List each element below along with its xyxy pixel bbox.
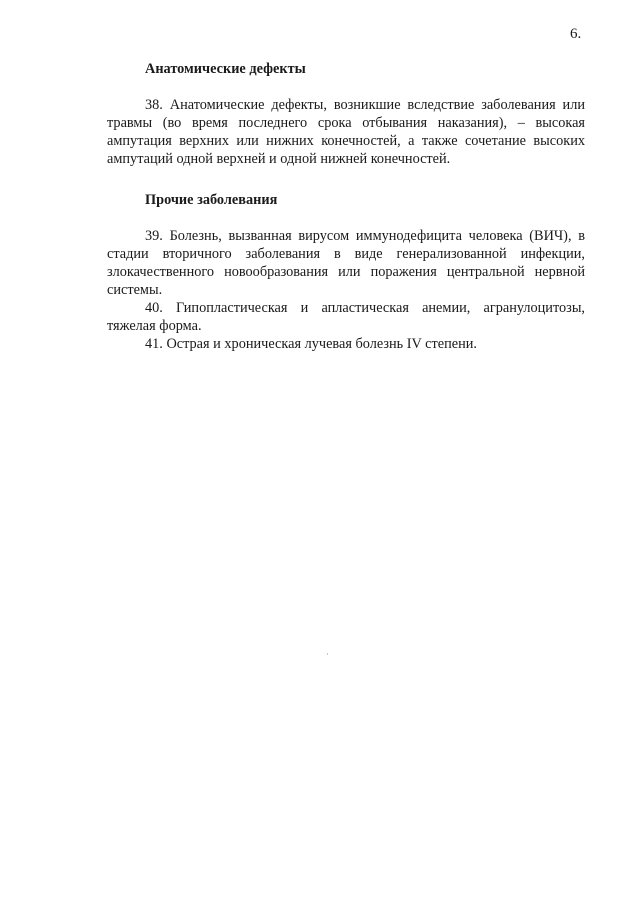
- item-40: 40. Гипопластическая и апластическая анемии, агранулоцитозы, тяжелая форма.: [107, 300, 585, 334]
- section-heading-anatomical-defects: Анатомические дефекты: [145, 61, 306, 77]
- scan-speck: [327, 653, 328, 655]
- item-38: 38. Анатомические дефекты, возникшие вследствие заболевания или травмы (во время последнего срока отбывания наказания), – высокая ампутация верхних или нижних конечностей, а также сочетание высоких ампутаций одной верхней и одной нижней конечностей.: [107, 97, 585, 167]
- section-heading-other-diseases: Прочие заболевания: [145, 192, 278, 208]
- page-number: 6.: [570, 26, 582, 42]
- item-39: 39. Болезнь, вызванная вирусом иммунодефицита человека (ВИЧ), в стадии вторичного заболевания в виде генерализованной инфекции, злокачественного новообразования или поражения центральной нервной системы.: [107, 228, 585, 298]
- document-body: [107, 60, 585, 353]
- item-41: 41. Острая и хроническая лучевая болезнь IV степени.: [145, 336, 477, 352]
